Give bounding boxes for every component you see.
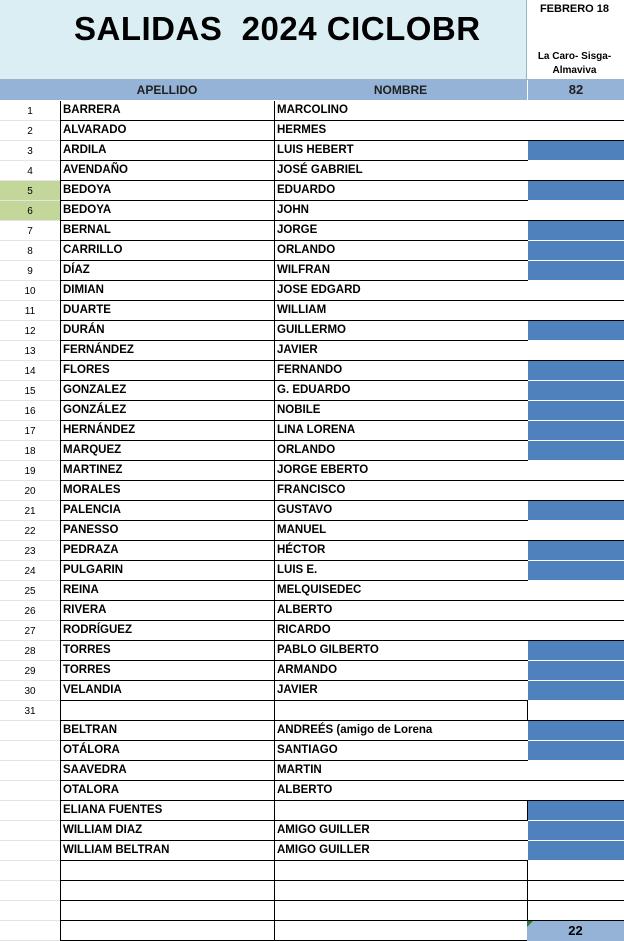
attendance-mark-filled[interactable] — [528, 821, 624, 841]
attendance-mark-empty[interactable] — [528, 281, 624, 301]
title-cell[interactable] — [0, 0, 527, 80]
table-row — [0, 381, 624, 401]
row-number[interactable]: 9 — [0, 261, 60, 281]
attendance-mark-filled[interactable] — [528, 541, 624, 561]
attendance-mark-empty[interactable] — [528, 461, 624, 481]
nombre-cell[interactable]: ORLANDO — [275, 441, 528, 461]
apellido-cell[interactable]: MARTINEZ — [60, 461, 275, 481]
table-row — [0, 181, 624, 201]
attendance-mark-filled[interactable] — [528, 661, 624, 681]
table-row — [0, 721, 624, 741]
apellido-cell[interactable]: RODRÍGUEZ — [60, 621, 275, 641]
attendance-mark-filled[interactable] — [528, 721, 624, 741]
nombre-cell[interactable] — [275, 801, 528, 821]
row-number[interactable]: 6 — [0, 201, 60, 221]
attendance-mark-filled[interactable] — [528, 561, 624, 581]
table-row — [0, 141, 624, 161]
nombre-cell[interactable]: MELQUISEDEC — [275, 581, 528, 601]
nombre-cell[interactable]: NOBILE — [275, 401, 528, 421]
nombre-cell[interactable]: JOSÉ GABRIEL — [275, 161, 528, 181]
apellido-cell[interactable]: ELIANA FUENTES — [60, 801, 275, 821]
nombre-cell[interactable]: JAVIER — [275, 681, 528, 701]
row-number[interactable]: 5 — [0, 181, 60, 201]
table-row — [0, 121, 624, 141]
nombre-cell[interactable]: JAVIER — [275, 341, 528, 361]
nombre-cell[interactable]: LUIS HEBERT — [275, 141, 528, 161]
table-row — [0, 161, 624, 181]
apellido-cell[interactable]: BELTRAN — [60, 721, 275, 741]
apellido-cell[interactable]: FERNÁNDEZ — [60, 341, 275, 361]
nombre-cell[interactable]: LINA LORENA — [275, 421, 528, 441]
attendance-mark-empty[interactable] — [528, 161, 624, 181]
table-row — [0, 201, 624, 221]
apellido-cell[interactable]: CARRILLO — [60, 241, 275, 261]
table-row — [0, 101, 624, 121]
table-row — [0, 601, 624, 621]
attendance-mark-filled[interactable] — [528, 261, 624, 281]
row-number[interactable]: 30 — [0, 681, 60, 701]
nombre-cell[interactable]: SANTIAGO — [275, 741, 528, 761]
nombre-cell[interactable]: JORGE — [275, 221, 528, 241]
row-number[interactable] — [0, 781, 60, 801]
nombre-cell[interactable] — [275, 901, 528, 921]
event-date: FEBRERO 18 — [539, 3, 610, 15]
row-number[interactable]: 25 — [0, 581, 60, 601]
attendance-mark-empty[interactable] — [528, 781, 624, 801]
attendance-mark-empty[interactable] — [528, 621, 624, 641]
row-number[interactable]: 16 — [0, 401, 60, 421]
row-number[interactable]: 22 — [0, 521, 60, 541]
apellido-cell[interactable]: AVENDAÑO — [60, 161, 275, 181]
table-row — [0, 701, 624, 721]
apellido-cell[interactable] — [60, 701, 275, 721]
table-row — [0, 801, 624, 821]
apellido-cell[interactable]: WILLIAM BELTRAN — [60, 841, 275, 861]
nombre-cell[interactable] — [275, 701, 528, 721]
nombre-cell[interactable]: G. EDUARDO — [275, 381, 528, 401]
attendance-mark-filled[interactable] — [528, 401, 624, 421]
sheet-title: SALIDAS 2024 CICLOBR — [74, 10, 481, 47]
nombre-cell[interactable]: JORGE EBERTO — [275, 461, 528, 481]
attendance-mark-empty[interactable] — [528, 581, 624, 601]
table-row — [0, 481, 624, 501]
row-number[interactable] — [0, 761, 60, 781]
row-number[interactable]: 21 — [0, 501, 60, 521]
apellido-cell[interactable]: PULGARIN — [60, 561, 275, 581]
table-row — [0, 821, 624, 841]
row-number[interactable]: 13 — [0, 341, 60, 361]
apellido-cell[interactable]: MARQUEZ — [60, 441, 275, 461]
apellido-cell[interactable] — [60, 901, 275, 921]
apellido-cell[interactable]: REINA — [60, 581, 275, 601]
attendance-mark-filled[interactable] — [528, 181, 624, 201]
attendance-mark-filled[interactable] — [528, 141, 624, 161]
attendance-mark-empty[interactable] — [528, 601, 624, 621]
apellido-cell[interactable]: PANESSO — [60, 521, 275, 541]
apellido-cell[interactable]: HERNÁNDEZ — [60, 421, 275, 441]
row-number[interactable]: 19 — [0, 461, 60, 481]
nombre-cell[interactable]: WILLIAM — [275, 301, 528, 321]
apellido-cell[interactable] — [60, 921, 275, 941]
table-row — [0, 581, 624, 601]
row-number[interactable] — [0, 921, 60, 941]
nombre-cell[interactable]: GUSTAVO — [275, 501, 528, 521]
apellido-cell[interactable]: GONZÁLEZ — [60, 401, 275, 421]
attendance-mark-empty[interactable] — [528, 901, 624, 921]
attendance-mark-empty[interactable] — [528, 101, 624, 121]
table-row — [0, 681, 624, 701]
table-row — [0, 441, 624, 461]
apellido-cell[interactable]: FLORES — [60, 361, 275, 381]
apellido-cell[interactable]: GONZALEZ — [60, 381, 275, 401]
header-number[interactable] — [0, 80, 60, 100]
nombre-cell[interactable]: ALBERTO — [275, 601, 528, 621]
table-row — [0, 321, 624, 341]
attendance-mark-empty[interactable] — [528, 481, 624, 501]
apellido-cell[interactable]: RIVERA — [60, 601, 275, 621]
apellido-cell[interactable]: BERNAL — [60, 221, 275, 241]
column-header-row — [0, 80, 624, 100]
table-row — [0, 881, 624, 901]
table-row — [0, 621, 624, 641]
attendance-mark-filled[interactable] — [528, 801, 624, 821]
table-row — [0, 641, 624, 661]
apellido-cell[interactable]: VELANDIA — [60, 681, 275, 701]
attendance-mark-filled[interactable] — [528, 641, 624, 661]
table-row — [0, 301, 624, 321]
apellido-cell[interactable]: DÍAZ — [60, 261, 275, 281]
nombre-cell[interactable] — [275, 921, 528, 941]
comment-indicator-icon — [527, 921, 533, 927]
table-row — [0, 761, 624, 781]
attendance-mark-empty[interactable] — [528, 341, 624, 361]
nombre-cell[interactable]: HÉCTOR — [275, 541, 528, 561]
row-number[interactable] — [0, 741, 60, 761]
apellido-cell[interactable]: PALENCIA — [60, 501, 275, 521]
attendance-mark-filled[interactable] — [528, 321, 624, 341]
nombre-cell[interactable]: JOSE EDGARD — [275, 281, 528, 301]
row-number[interactable] — [0, 881, 60, 901]
event-header-cell[interactable] — [527, 0, 624, 80]
attendance-mark-empty[interactable] — [528, 521, 624, 541]
nombre-cell[interactable]: FERNANDO — [275, 361, 528, 381]
nombre-cell[interactable]: LUIS E. — [275, 561, 528, 581]
row-number[interactable]: 10 — [0, 281, 60, 301]
apellido-cell[interactable]: ALVARADO — [60, 121, 275, 141]
table-row — [0, 341, 624, 361]
attendance-mark-filled[interactable] — [528, 741, 624, 761]
row-number[interactable]: 29 — [0, 661, 60, 681]
nombre-cell[interactable]: RICARDO — [275, 621, 528, 641]
nombre-cell[interactable]: FRANCISCO — [275, 481, 528, 501]
apellido-cell[interactable]: DUARTE — [60, 301, 275, 321]
row-number[interactable]: 18 — [0, 441, 60, 461]
apellido-cell[interactable]: BEDOYA — [60, 181, 275, 201]
apellido-cell[interactable]: ARDILA — [60, 141, 275, 161]
header-apellido[interactable]: APELLIDO — [136, 83, 198, 97]
table-row — [0, 361, 624, 381]
apellido-cell[interactable]: DIMIAN — [60, 281, 275, 301]
table-row — [0, 281, 624, 301]
apellido-cell[interactable]: DURÁN — [60, 321, 275, 341]
row-number[interactable]: 14 — [0, 361, 60, 381]
row-number[interactable]: 24 — [0, 561, 60, 581]
nombre-cell[interactable]: GUILLERMO — [275, 321, 528, 341]
apellido-cell[interactable]: BEDOYA — [60, 201, 275, 221]
nombre-cell[interactable]: ALBERTO — [275, 781, 528, 801]
nombre-cell[interactable]: ORLANDO — [275, 241, 528, 261]
nombre-cell[interactable]: AMIGO GUILLER — [275, 821, 528, 841]
row-number[interactable]: 4 — [0, 161, 60, 181]
row-number[interactable] — [0, 801, 60, 821]
attendance-mark-empty[interactable] — [528, 881, 624, 901]
row-number[interactable]: 8 — [0, 241, 60, 261]
apellido-cell[interactable]: OTÁLORA — [60, 741, 275, 761]
table-row — [0, 541, 624, 561]
nombre-cell[interactable] — [275, 861, 528, 881]
row-number[interactable]: 7 — [0, 221, 60, 241]
event-route — [527, 50, 622, 78]
nombre-cell[interactable]: MARTIN — [275, 761, 528, 781]
nombre-cell[interactable]: MARCOLINO — [275, 101, 528, 121]
nombre-cell[interactable]: PABLO GILBERTO — [275, 641, 528, 661]
nombre-cell[interactable]: ARMANDO — [275, 661, 528, 681]
row-number[interactable]: 17 — [0, 421, 60, 441]
nombre-cell[interactable]: EDUARDO — [275, 181, 528, 201]
attendance-mark-filled[interactable] — [528, 241, 624, 261]
event-route-line-1: La Caro- Sisga- — [537, 51, 612, 62]
table-row — [0, 561, 624, 581]
apellido-cell[interactable]: PEDRAZA — [60, 541, 275, 561]
attendance-mark-empty[interactable] — [528, 761, 624, 781]
row-number[interactable] — [0, 721, 60, 741]
apellido-cell[interactable]: TORRES — [60, 641, 275, 661]
row-number[interactable]: 15 — [0, 381, 60, 401]
row-number[interactable]: 28 — [0, 641, 60, 661]
table-row — [0, 781, 624, 801]
header-nombre[interactable]: NOMBRE — [373, 83, 428, 97]
row-number[interactable]: 27 — [0, 621, 60, 641]
nombre-cell[interactable]: HERMES — [275, 121, 528, 141]
row-number[interactable]: 31 — [0, 701, 60, 721]
nombre-cell[interactable]: ANDREÉS (amigo de Lorena — [275, 721, 528, 741]
nombre-cell[interactable] — [275, 881, 528, 901]
table-row — [0, 661, 624, 681]
row-number[interactable]: 3 — [0, 141, 60, 161]
nombre-cell[interactable]: WILFRAN — [275, 261, 528, 281]
attendance-mark-empty[interactable] — [528, 301, 624, 321]
header-attendance-count[interactable]: 82 — [527, 80, 624, 100]
row-number[interactable] — [0, 821, 60, 841]
row-number[interactable] — [0, 841, 60, 861]
row-number[interactable]: 1 — [0, 101, 60, 121]
attendance-mark-empty[interactable] — [528, 861, 624, 881]
row-number[interactable]: 2 — [0, 121, 60, 141]
event-route-line-2: Almaviva — [552, 65, 597, 76]
attendance-mark-empty[interactable] — [528, 201, 624, 221]
attendance-mark-empty[interactable] — [528, 121, 624, 141]
table-row — [0, 461, 624, 481]
table-row — [0, 241, 624, 261]
row-number[interactable]: 11 — [0, 301, 60, 321]
attendance-mark-filled[interactable] — [528, 361, 624, 381]
attendance-mark-filled[interactable] — [528, 221, 624, 241]
attendance-mark-filled[interactable] — [528, 381, 624, 401]
attendance-total[interactable]: 22 — [527, 921, 624, 941]
row-number[interactable]: 12 — [0, 321, 60, 341]
attendance-mark-filled[interactable] — [528, 841, 624, 861]
table-row — [0, 841, 624, 861]
apellido-cell[interactable]: TORRES — [60, 661, 275, 681]
table-row — [0, 221, 624, 241]
attendance-mark-empty[interactable] — [528, 701, 624, 721]
nombre-cell[interactable]: AMIGO GUILLER — [275, 841, 528, 861]
table-row — [0, 741, 624, 761]
apellido-cell[interactable]: SAAVEDRA — [60, 761, 275, 781]
table-row — [0, 421, 624, 441]
table-row — [0, 861, 624, 881]
apellido-cell[interactable]: OTALORA — [60, 781, 275, 801]
apellido-cell[interactable] — [60, 861, 275, 881]
table-row — [0, 261, 624, 281]
row-number[interactable]: 20 — [0, 481, 60, 501]
attendance-mark-filled[interactable] — [528, 501, 624, 521]
apellido-cell[interactable] — [60, 881, 275, 901]
table-row — [0, 501, 624, 521]
attendance-mark-filled[interactable] — [528, 681, 624, 701]
table-row — [0, 901, 624, 921]
row-number[interactable]: 23 — [0, 541, 60, 561]
table-row — [0, 521, 624, 541]
attendance-mark-filled[interactable] — [528, 441, 624, 461]
row-number[interactable] — [0, 861, 60, 881]
nombre-cell[interactable]: MANUEL — [275, 521, 528, 541]
row-number[interactable]: 26 — [0, 601, 60, 621]
nombre-cell[interactable]: JOHN — [275, 201, 528, 221]
table-row — [0, 401, 624, 421]
apellido-cell[interactable]: WILLIAM DIAZ — [60, 821, 275, 841]
attendance-mark-filled[interactable] — [528, 421, 624, 441]
apellido-cell[interactable]: MORALES — [60, 481, 275, 501]
row-number[interactable] — [0, 901, 60, 921]
apellido-cell[interactable]: BARRERA — [60, 101, 275, 121]
